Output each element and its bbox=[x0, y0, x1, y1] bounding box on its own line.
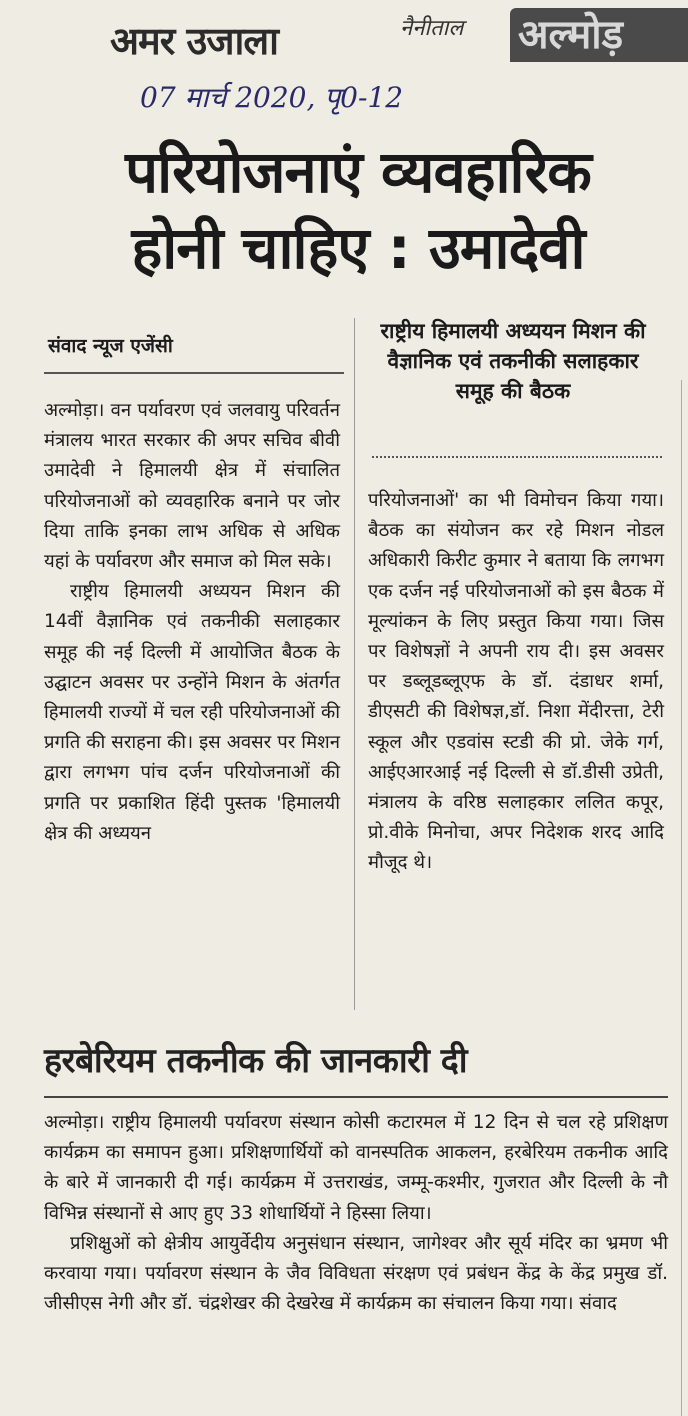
edition-label: नैनीताल bbox=[400, 16, 464, 41]
paragraph: अल्मोड़ा। वन पर्यावरण एवं जलवायु परिवर्तन मंत्रालय भारत सरकार की अपर सचिव बीवी उमादेवी ने हिमालयी क्षेत्र में संचालित परियोजनाओं को व्यवहारिक बनाने पर जोर दिया ताकि इनका लाभ अधिक से अधिक यहां के पर्यावरण और समाज को मिल सके। bbox=[44, 400, 340, 573]
paragraph: परियोजनाओं' का भी विमोचन किया गया। बैठक का संयोजन कर रहे मिशन नोडल अधिकारी किरीट कुमार ने बताया कि लगभग एक दर्जन नई परियोजनाओं को इस बैठक में मूल्यांकन के लिए प्रस्तुत किया गया। जिस पर विशेषज्ञों ने अपनी राय दी। इस अवसर पर डब्लूडब्लूएफ के डॉ. दंडाधर शर्मा, डीएसटी की विशेषज्ञ,डॉ. निशा मेंदीरत्ता, टेरी स्कूल और एडवांस स्टडी की प्रो. जेके गर्ग, आईएआरआई नई दिल्ली से डॉ.डीसी उप्रेती, मंत्रालय के वरिष्ठ सलाहकार ललित कपूर, प्रो.वीके मिनोचा, अपर निदेशक शरद आदि मौजूद थे। bbox=[368, 490, 664, 874]
newspaper-logo: अमर उजाला bbox=[110, 19, 278, 63]
sub-headline-deck: राष्ट्रीय हिमालयी अध्ययन मिशन की वैज्ञानिक एवं तकनीकी सलाहकार समूह की बैठक bbox=[380, 319, 646, 403]
article-column-left bbox=[44, 396, 340, 849]
headline-line-1: परियोजनाएं व्यवहारिक bbox=[125, 138, 591, 206]
article-column-right bbox=[368, 486, 664, 879]
second-article-headline: हरबेरियम तकनीक की जानकारी दी bbox=[44, 1041, 468, 1081]
main-headline bbox=[78, 134, 638, 286]
headline-divider bbox=[44, 1096, 668, 1098]
byline-divider bbox=[44, 372, 344, 374]
byline: संवाद न्यूज एजेंसी bbox=[48, 335, 173, 357]
second-article-body bbox=[44, 1108, 668, 1319]
paragraph: राष्ट्रीय हिमालयी अध्ययन मिशन की 14वीं वैज्ञानिक एवं तकनीकी सलाहकार समूह की नई दिल्ली में आयोजित बैठक के उद्घाटन अवसर पर उन्होंने मिशन के अंतर्गत हिमालयी राज्यों में चल रही परियोजनाओं की प्रगति की सराहना की। इस अवसर पर मिशन द्वारा लगभग पांच दर्जन परियोजनाओं की प्रगति पर प्रकाशित हिंदी पुस्तक 'हिमालयी क्षेत्र की अध्ययन bbox=[44, 581, 340, 844]
headline-line-2: होनी चाहिए : उमादेवी bbox=[131, 214, 585, 282]
page-edge bbox=[681, 380, 688, 1416]
city-banner: अल्मोड़ bbox=[510, 8, 688, 62]
masthead bbox=[110, 8, 688, 68]
column-divider bbox=[354, 318, 355, 1010]
handwritten-date-note: 07 मार्च 2020, पृ0-12 bbox=[140, 81, 404, 114]
paragraph: प्रशिक्षुओं को क्षेत्रीय आयुर्वेदीय अनुसंधान संस्थान, जागेश्वर और सूर्य मंदिर का भ्रमण भी करवाया गया। पर्यावरण संस्थान के जैव विविधता संरक्षण एवं प्रबंधन केंद्र के केंद्र प्रमुख डॉ. जीसीएस नेगी और डॉ. चंद्रशेखर की देखरेख में कार्यक्रम का संचालन किया गया। संवाद bbox=[44, 1232, 668, 1315]
paragraph: अल्मोड़ा। राष्ट्रीय हिमालयी पर्यावरण संस्थान कोसी कटारमल में 12 दिन से चल रहे प्रशिक्षण कार्यक्रम का समापन हुआ। प्रशिक्षणार्थियों को वानस्पतिक आकलन, हरबेरियम तकनीक आदि के बारे में जानकारी दी गई। कार्यक्रम में उत्तराखंड, जम्मू-कश्मीर, गुजरात और दिल्ली के नौ विभिन्न संस्थानों से आए हुए 33 शोधार्थियों ने हिस्सा लिया। bbox=[44, 1112, 668, 1224]
deck-divider bbox=[372, 456, 662, 458]
